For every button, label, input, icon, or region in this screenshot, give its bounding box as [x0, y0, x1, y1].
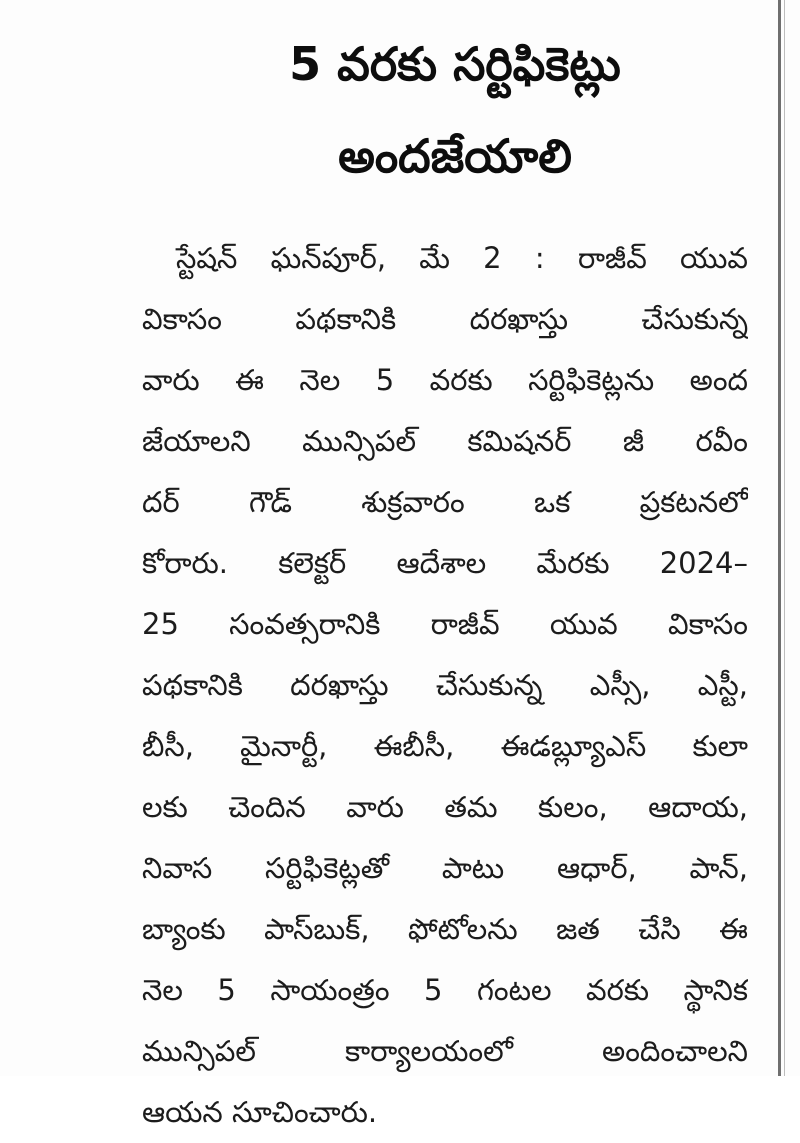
- body-line: నెల 5 సాయంత్రం 5 గంటల వరకు స్థానిక: [142, 973, 748, 1007]
- headline-line-1: 5 వరకు సర్టిఫికెట్లు: [289, 37, 621, 91]
- body-line: నివాస సర్టిఫికెట్లతో పాటు ఆధార్, పాన్,: [142, 851, 748, 885]
- body-line: బీసీ, మైనార్టీ, ఈబీసీ, ఈడబ్ల్యూఎస్ కులా: [142, 729, 748, 763]
- body-line: స్టేషన్ ఘన్‌పూర్, మే 2 : రాజీవ్ యువ: [176, 241, 748, 275]
- column-divider-rule: [778, 0, 781, 1076]
- body-line: పథకానికి దరఖాస్తు చేసుకున్న ఎస్సీ, ఎస్టీ,: [142, 668, 748, 702]
- body-line: లకు చెందిన వారు తమ కులం, ఆదాయ,: [142, 790, 748, 824]
- body-line: మున్సిపల్ కార్యాలయంలో అందించాలని: [142, 1034, 748, 1068]
- body-line: 25 సంవత్సరానికి రాజీవ్ యువ వికాసం: [142, 607, 748, 641]
- body-line: ఆయన సూచించారు.: [142, 1095, 378, 1129]
- body-line: వికాసం పథకానికి దరఖాస్తు చేసుకున్న: [142, 302, 748, 336]
- body-line: వారు ఈ నెల 5 వరకు సర్టిఫికెట్లను అంద: [142, 363, 748, 397]
- body-line: కోరారు. కలెక్టర్ ఆదేశాల మేరకు 2024–: [142, 546, 748, 580]
- body-line: జేయాలని మున్సిపల్ కమిషనర్ జీ రవీం: [142, 424, 748, 458]
- headline-line-2: అందజేయాలి: [338, 129, 572, 183]
- column-divider-rule-thin: [784, 0, 785, 1076]
- body-line: బ్యాంకు పాస్‌బుక్, ఫోటోలను జత చేసి ఈ: [142, 912, 748, 946]
- body-line: దర్ గౌడ్ శుక్రవారం ఒక ప్రకటనలో: [142, 485, 748, 519]
- article-body: [142, 228, 748, 1143]
